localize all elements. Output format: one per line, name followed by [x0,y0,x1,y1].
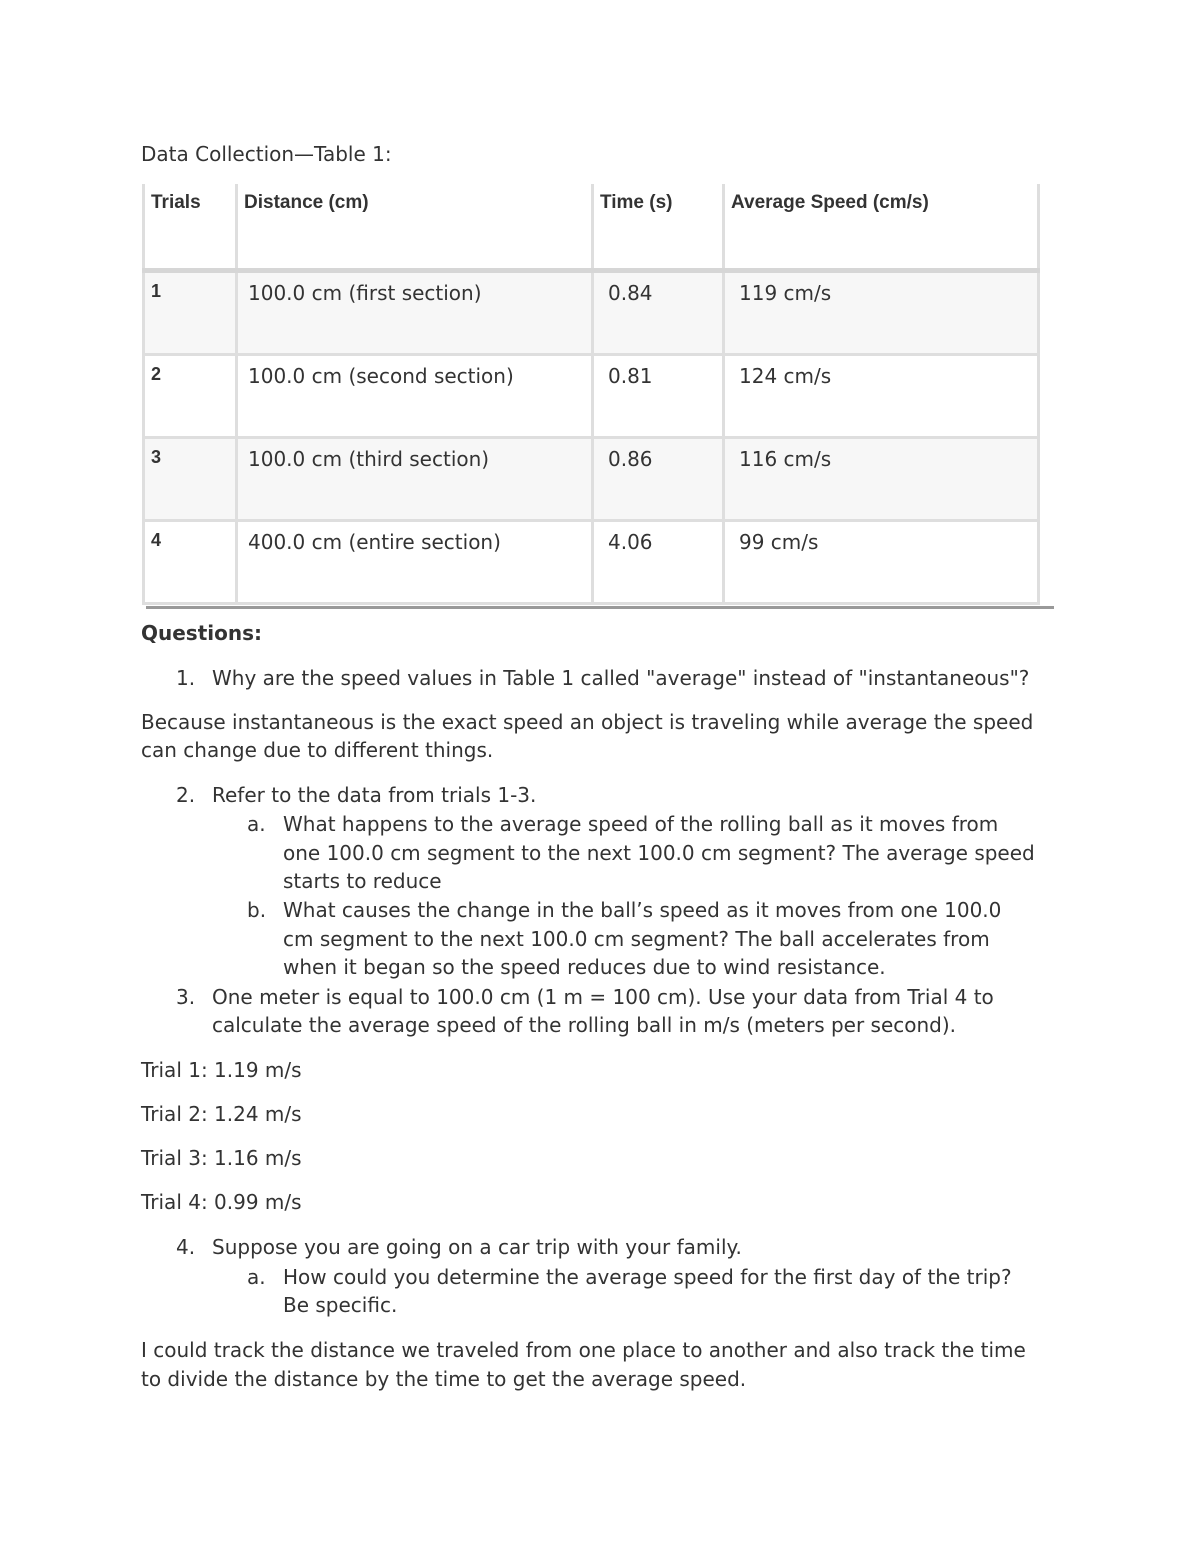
time-cell: 0.86 [593,438,724,521]
question-3-number: 3. [176,985,196,1009]
trial-cell: 1 [144,271,237,355]
question-2a-line: starts to reduce [283,869,442,893]
question-3-line: calculate the average speed of the rolling ball in m/s (meters per second). [212,1013,957,1037]
question-2a-line: What happens to the average speed of the rolling ball as it moves from [283,812,999,836]
table-header-row [144,184,1039,271]
column-header-distance: Distance (cm) [237,184,593,271]
question-2b-line: when it began so the speed reduces due to wind resistance. [283,955,886,979]
trial-cell: 3 [144,438,237,521]
trial-answer: Trial 3: 1.16 m/s [141,1146,302,1170]
column-header-trials: Trials [144,184,237,271]
question-2-number: 2. [176,783,196,807]
time-cell: 0.84 [593,271,724,355]
question-4-answer-line: I could track the distance we traveled from one place to another and also track the time [141,1338,1026,1362]
trial-answer: Trial 1: 1.19 m/s [141,1058,302,1082]
trial-answer: Trial 4: 0.99 m/s [141,1190,302,1214]
speed-cell: 116 cm/s [724,438,1039,521]
trial-cell: 4 [144,521,237,604]
question-4-number: 4. [176,1235,196,1259]
horizontal-divider [146,606,1054,609]
trial-cell: 2 [144,355,237,438]
table-row [144,355,1039,438]
speed-cell: 124 cm/s [724,355,1039,438]
question-2a-line: one 100.0 cm segment to the next 100.0 cm segment? The average speed [283,841,1035,865]
table-title: Data Collection—Table 1: [141,142,392,166]
distance-cell: 100.0 cm (second section) [237,355,593,438]
question-1-answer-line: Because instantaneous is the exact speed an object is traveling while average the speed [141,710,1034,734]
question-2b-line: What causes the change in the ball’s speed as it moves from one 100.0 [283,898,1002,922]
question-4-answer-line: to divide the distance by the time to get the average speed. [141,1367,747,1391]
question-3-line: One meter is equal to 100.0 cm (1 m = 100 cm). Use your data from Trial 4 to [212,985,994,1009]
question-4a-line: How could you determine the average speed for the first day of the trip? [283,1265,1012,1289]
distance-cell: 100.0 cm (third section) [237,438,593,521]
table-row [144,271,1039,355]
speed-cell: 99 cm/s [724,521,1039,604]
questions-heading: Questions: [141,621,263,645]
column-header-time: Time (s) [593,184,724,271]
distance-cell: 400.0 cm (entire section) [237,521,593,604]
question-4a-letter: a. [247,1265,266,1289]
speed-cell: 119 cm/s [724,271,1039,355]
data-table [142,184,1040,605]
question-2a-letter: a. [247,812,266,836]
time-cell: 0.81 [593,355,724,438]
table-row [144,521,1039,604]
question-2b-letter: b. [247,898,267,922]
question-1-number: 1. [176,666,196,690]
question-2-text: Refer to the data from trials 1-3. [212,783,537,807]
trial-answer: Trial 2: 1.24 m/s [141,1102,302,1126]
question-1-text: Why are the speed values in Table 1 called "average" instead of "instantaneous"? [212,666,1030,690]
question-4a-line: Be specific. [283,1293,398,1317]
question-1-answer-line: can change due to different things. [141,738,494,762]
question-4-text: Suppose you are going on a car trip with your family. [212,1235,742,1259]
question-2b-line: cm segment to the next 100.0 cm segment? The ball accelerates from [283,927,990,951]
distance-cell: 100.0 cm (first section) [237,271,593,355]
table-row [144,438,1039,521]
column-header-average-speed: Average Speed (cm/s) [724,184,1039,271]
time-cell: 4.06 [593,521,724,604]
